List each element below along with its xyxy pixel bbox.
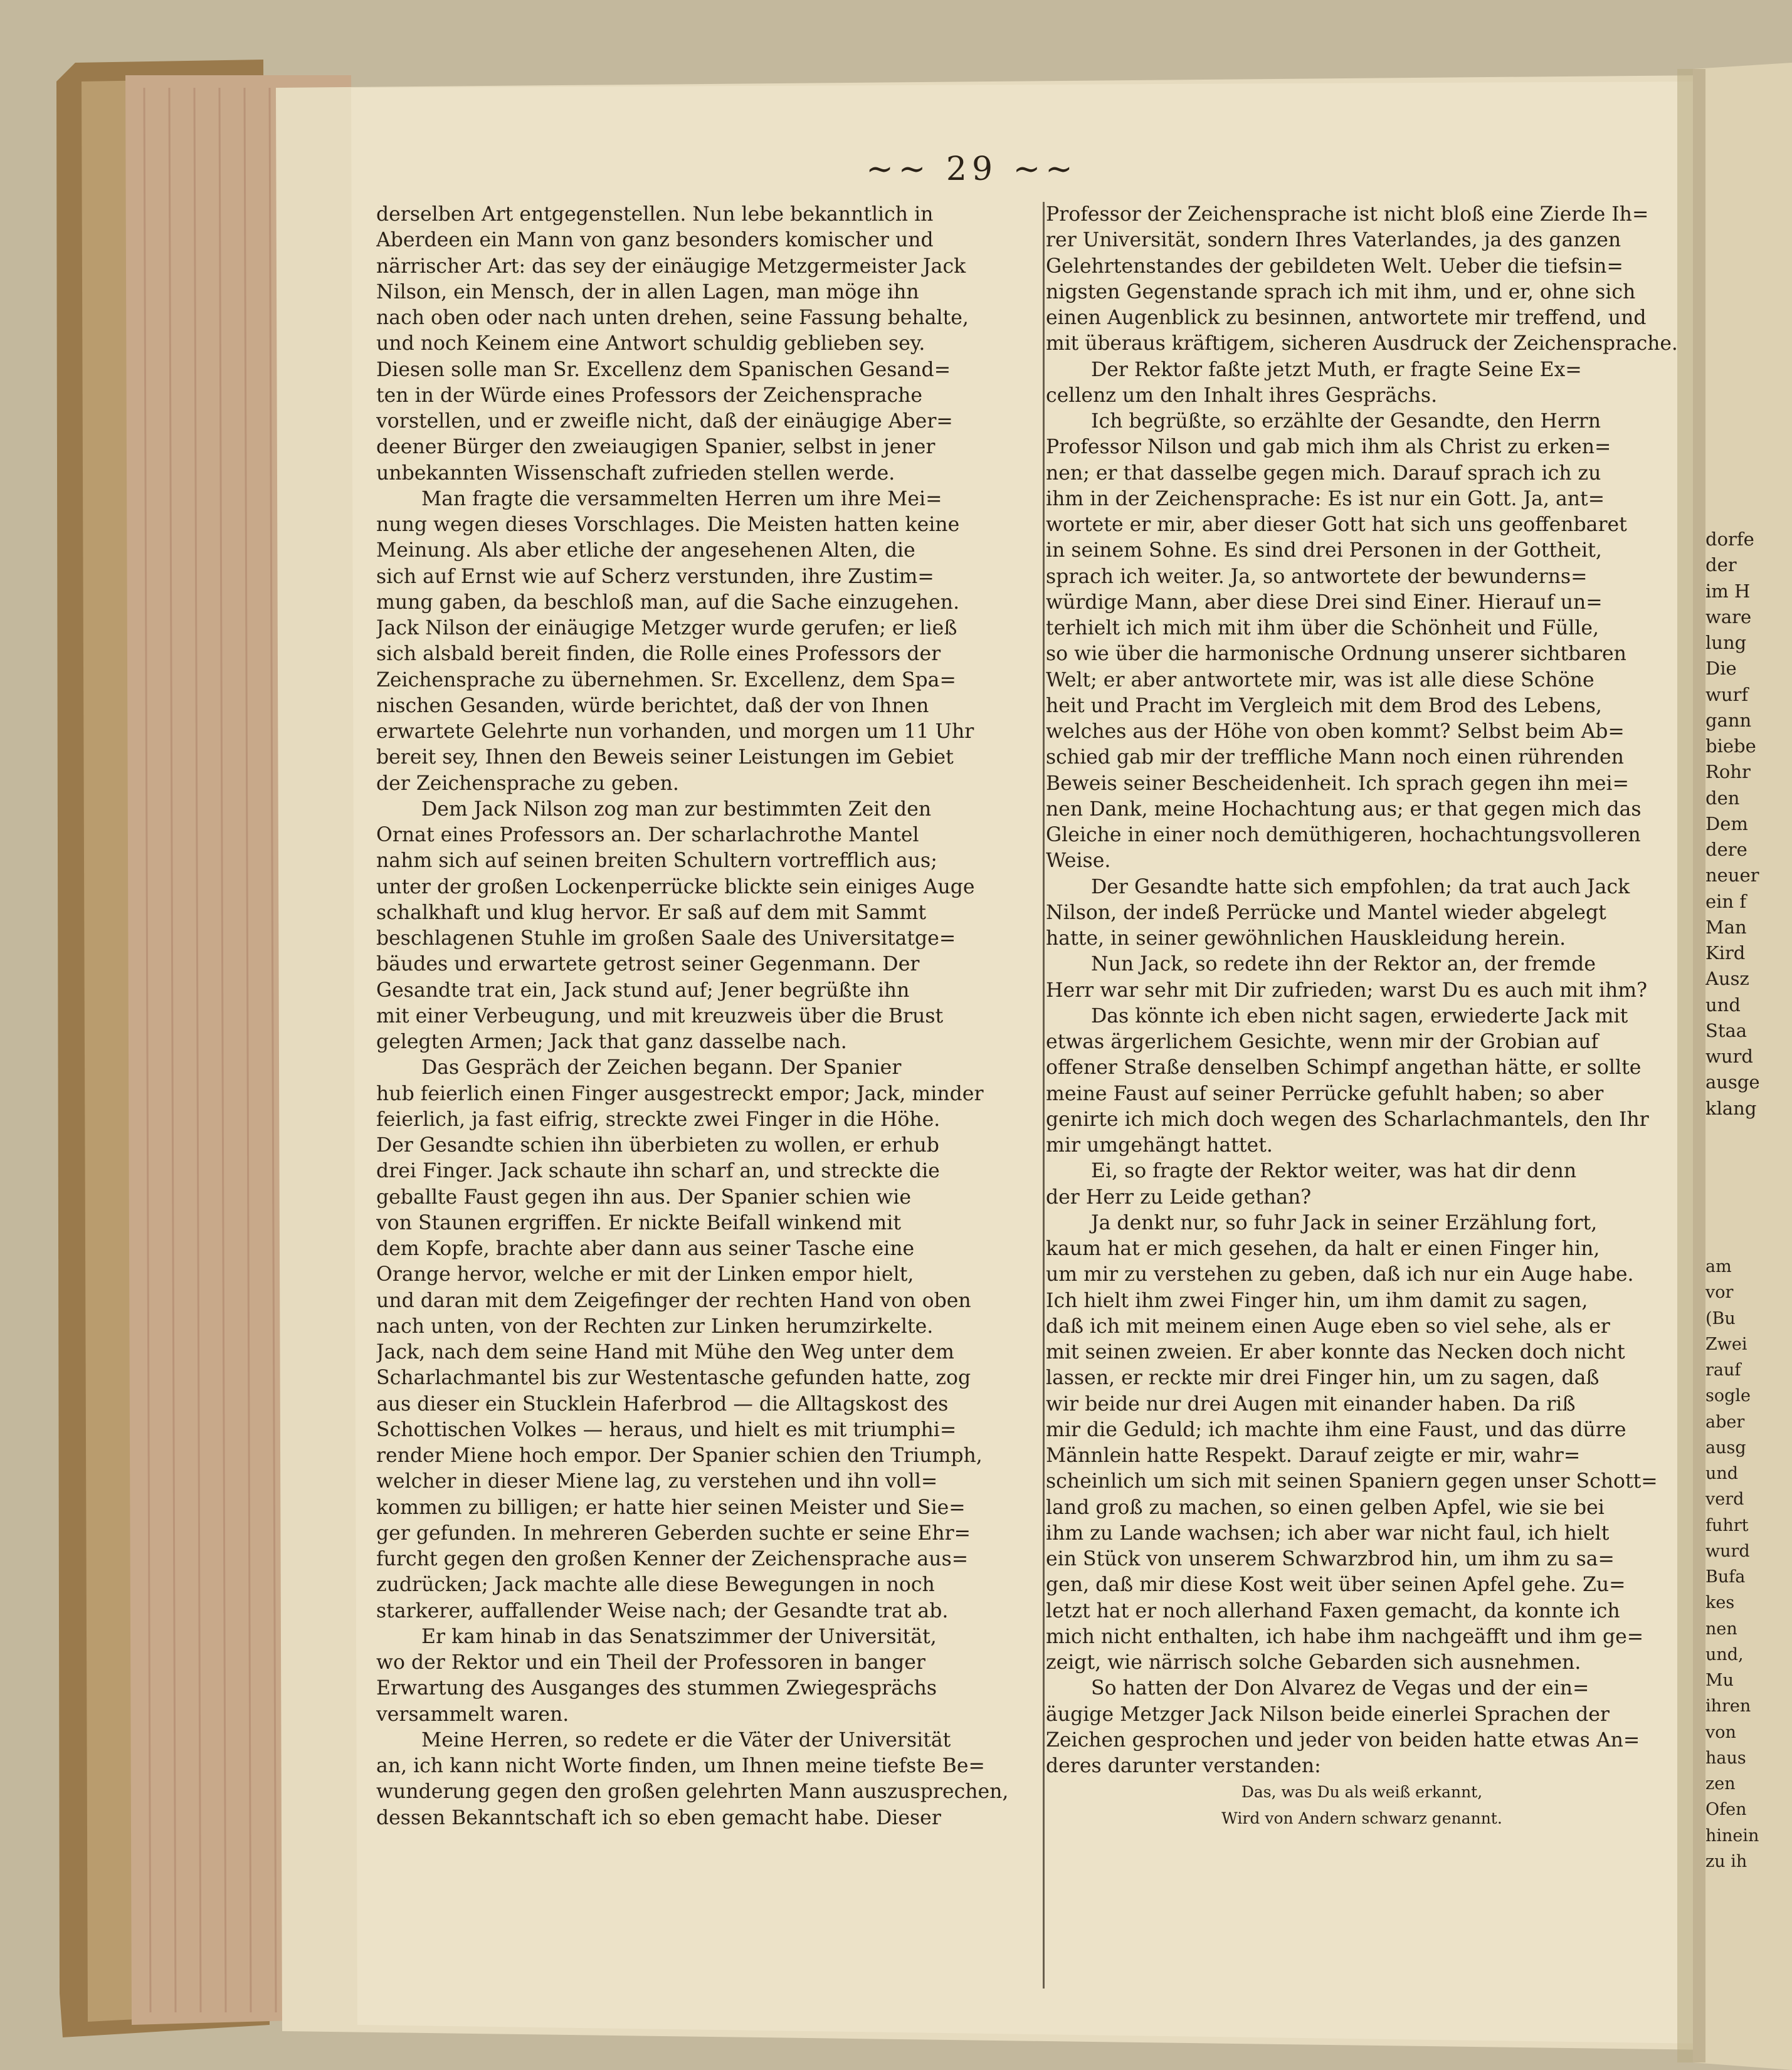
next-page-fragment-lower [1705,1254,1792,1874]
text-line: hinein [1705,1826,1759,1846]
text-line: Gleiche in einer noch demüthigeren, hochachtungsvolleren [1046,824,1641,846]
text-line: lung [1705,632,1747,653]
text-line: wurd [1705,1046,1753,1067]
text-line: nung wegen dieses Vorschlages. Die Meisten hatten keine [376,513,960,536]
text-line: Er kam hinab in das Senatszimmer der Universität, [421,1625,937,1648]
page-number: ~~ 29 ~~ [866,150,1078,188]
text-line: Orange hervor, welche er mit der Linken empor hielt, [376,1263,914,1286]
text-line: Erwartung des Ausganges des stummen Zwiegesprächs [376,1677,937,1700]
text-line: scheinlich um sich mit seinen Spaniern gegen unser Schott= [1046,1470,1658,1493]
text-column-left [376,202,1041,1831]
text-line: Das könnte ich eben nicht sagen, erwiederte Jack mit [1091,1004,1628,1027]
text-line: ein Stück von unserem Schwarzbrod hin, um ihm zu sa= [1046,1548,1615,1570]
text-line: der Herr zu Leide gethan? [1046,1185,1312,1209]
text-line: offener Straße denselben Schimpf angethan hätte, er sollte [1046,1056,1642,1080]
text-line: und, [1705,1644,1744,1664]
text-line: nen [1705,1619,1737,1639]
text-line: hatte, in seiner gewöhnlichen Hauskleidung herein. [1046,927,1566,950]
text-column-right [1046,202,1678,1831]
text-line: deener Bürger den zweiaugigen Spanier, selbst in jener [376,436,936,459]
text-line: wo der Rektor und ein Theil der Professoren in banger [376,1651,925,1674]
text-line: wunderung gegen den großen gelehrten Mann auszusprechen, [376,1780,1009,1804]
text-line: nach oben oder nach unten drehen, seine Fassung behalte, [376,307,969,329]
text-line: haus [1705,1748,1746,1768]
text-line: beschlagenen Stuhle im großen Saale des Universitatge= [376,927,956,950]
text-line: fuhrt [1705,1515,1749,1535]
text-line: Jack, nach dem seine Hand mit Mühe den Weg unter dem [376,1341,954,1363]
text-line: gelegten Armen; Jack that ganz dasselbe nach. [376,1031,847,1053]
text-line: mir die Geduld; ich machte ihm eine Faust, und das dürre [1046,1418,1626,1441]
text-line: terhielt ich mich mit ihm über die Schönheit und Fülle, [1046,617,1600,639]
text-line: Meinung. Als aber etliche der angesehenen Alten, die [376,539,915,562]
text-line: würdige Mann, aber diese Drei sind Einer. Hierauf un= [1046,591,1603,614]
text-line: Dem Jack Nilson zog man zur bestimmten Zeit den [421,797,932,821]
text-line: wortete er mir, aber dieser Gott hat sich uns geoffenbaret [1046,513,1627,536]
text-line: mit einer Verbeugung, und mit kreuzweis über die Brust [376,1004,944,1027]
text-line: render Miene hoch empor. Der Spanier schien den Triumph, [376,1444,983,1467]
text-line: versammelt waren. [376,1703,569,1726]
text-line: rauf [1705,1360,1741,1380]
text-line: und [1705,1464,1739,1483]
text-line: etwas ärgerlichem Gesichte, wenn mir der Grobian auf [1046,1031,1599,1053]
text-line: Ornat eines Professors an. Der scharlachrothe Mantel [376,824,919,846]
text-line: am [1705,1257,1732,1276]
text-line: Gelehrtenstandes der gebildeten Welt. Ueber die tiefsin= [1046,255,1623,278]
text-line: Mu [1705,1671,1734,1690]
text-line: Der Rektor faßte jetzt Muth, er fragte Seine Ex= [1091,358,1582,381]
text-line: mit überaus kräftigem, sicheren Ausdruck der Zeichensprache. [1046,332,1678,355]
text-line: zu ih [1705,1851,1747,1871]
text-line: Scharlachmantel bis zur Westentasche gefunden hatte, zog [376,1367,971,1390]
text-line: dessen Bekanntschaft ich so eben gemacht habe. Dieser [376,1806,941,1829]
text-line: kommen zu billigen; er hatte hier seinen Meister und Sie= [376,1496,966,1519]
text-line: bereit sey, Ihnen den Beweis seiner Leistungen im Gebiet [376,746,954,769]
text-line: Der Gesandte schien ihn überbieten zu wollen, er erhub [376,1134,939,1157]
text-line: drei Finger. Jack schaute ihn scharf an, und streckte die [376,1160,940,1183]
text-line: Welt; er aber antwortete mir, was ist alle diese Schöne [1046,668,1594,691]
text-line: mich nicht enthalten, ich habe ihm nachgeäfft und ihm ge= [1046,1625,1644,1648]
text-line: unbekannten Wissenschaft zufrieden stellen werde. [376,461,895,485]
text-line: biebe [1705,735,1756,757]
text-line: ein f [1705,890,1747,912]
text-line: dorfe [1705,528,1754,550]
text-line: Professor der Zeichensprache ist nicht bloß eine Zierde Ih= [1046,203,1649,226]
text-line: der Zeichensprache zu geben. [376,772,679,795]
text-line: dem Kopfe, brachte aber dann aus seiner Tasche eine [376,1237,915,1260]
text-line: genirte ich mich doch wegen des Scharlachmantels, den Ihr [1046,1108,1649,1131]
text-line: schalkhaft und klug hervor. Er saß auf dem mit Sammt [376,901,927,924]
text-line: zudrücken; Jack machte alle diese Bewegungen in noch [376,1574,935,1597]
text-line: Beweis seiner Bescheidenheit. Ich sprach gegen ihn mei= [1046,772,1629,795]
text-line: der [1705,554,1737,576]
text-line: Die [1705,658,1737,680]
text-line: Jack Nilson der einäugige Metzger wurde gerufen; er ließ [376,617,957,639]
text-line: mit seinen zweien. Er aber konnte das Necken doch nicht [1046,1341,1625,1363]
text-line: geballte Faust gegen ihn aus. Der Spanier schien wie [376,1185,912,1209]
text-line: Ei, so fragte der Rektor weiter, was hat dir denn [1091,1160,1577,1183]
text-line: schied gab mir der treffliche Mann noch einen rührenden [1046,746,1624,769]
text-line: deres darunter verstanden: [1046,1755,1321,1777]
text-line: nigsten Gegenstande sprach ich mit ihm, und er, ohne sich [1046,280,1636,303]
text-line: Herr war sehr mit Dir zufrieden; warst Du es auch mit ihm? [1046,979,1648,1002]
text-line: unter der großen Lockenperrücke blickte sein einiges Auge [376,875,975,898]
text-line: Nilson, ein Mensch, der in allen Lagen, man möge ihn [376,280,919,303]
text-line: ware [1705,606,1752,628]
text-line: um mir zu verstehen zu geben, daß ich nur ein Auge habe. [1046,1263,1634,1286]
text-line: sich alsbald bereit finden, die Rolle eines Professors der [376,643,941,666]
text-line: sogle [1705,1386,1751,1406]
text-line: Rohr [1705,761,1751,783]
text-line: Ich hielt ihm zwei Finger hin, um ihm damit zu sagen, [1046,1289,1588,1312]
text-line: zen [1705,1774,1736,1794]
text-line: feierlich, ja fast eifrig, streckte zwei Finger in die Höhe. [376,1108,941,1131]
text-line: in seinem Sohne. Es sind drei Personen in der Gottheit, [1046,539,1602,562]
text-line: Staa [1705,1019,1747,1041]
text-line: verd [1705,1489,1744,1510]
text-line: So hatten der Don Alvarez de Vegas und der ein= [1091,1677,1589,1700]
column-divider [1043,202,1045,1989]
text-line: Gesandte trat ein, Jack stund auf; Jener begrüßte ihn [376,979,910,1002]
next-page-fragment-upper [1705,527,1792,1122]
text-line: furcht gegen den großen Kenner der Zeichensprache aus= [376,1548,969,1570]
text-line: so wie über die harmonische Ordnung unserer sichtbaren [1046,643,1626,666]
text-line: Diesen solle man Sr. Excellenz dem Spanischen Gesand= [376,358,951,381]
text-line: wir beide nur drei Augen mit einander haben. Da riß [1046,1392,1576,1416]
text-line: ger gefunden. In mehreren Geberden suchte er seine Ehr= [376,1521,971,1545]
text-line: sich auf Ernst wie auf Scherz verstunden, ihre Zustim= [376,565,934,588]
text-line: den [1705,787,1740,809]
text-line: Schottischen Volkes — heraus, und hielt es mit triumphi= [376,1418,957,1441]
text-line: Zeichen gesprochen und jeder von beiden hatte etwas An= [1046,1728,1640,1752]
text-line: kaum hat er mich gesehen, da halt er einen Finger hin, [1046,1237,1600,1260]
text-line: mir umgehängt hattet. [1046,1134,1273,1157]
text-line: erwartete Gelehrte nun vorhanden, und morgen um 11 Uhr [376,720,974,743]
text-line: Kird [1705,942,1746,964]
text-line: heit und Pracht im Vergleich mit dem Brod des Lebens, [1046,694,1602,717]
text-line: gann [1705,709,1752,731]
text-line: rer Universität, sondern Ihres Vaterlandes, ja des ganzen [1046,229,1621,252]
text-line: Bufa [1705,1567,1746,1587]
text-line: vorstellen, und er zweifle nicht, daß der einäugige Aber= [376,410,953,433]
text-line: Weise. [1046,849,1111,873]
text-line: letzt hat er noch allerhand Faxen gemacht, da konnte ich [1046,1599,1620,1622]
text-line: neuer [1705,864,1759,886]
text-line: dere [1705,839,1747,860]
text-line: bäudes und erwartete getrost seiner Gegenmann. Der [376,953,920,976]
text-line: welches aus der Höhe von oben kommt? Selbst beim Ab= [1046,720,1625,743]
text-line: nahm sich auf seinen breiten Schultern vortrefflich aus; [376,849,937,873]
text-line: (Bu [1705,1308,1736,1328]
text-line: sprach ich weiter. Ja, so antwortete der bewunderns= [1046,565,1588,588]
text-line: nen Dank, meine Hochachtung aus; er that gegen mich das [1046,797,1642,821]
text-line: hub feierlich einen Finger ausgestreckt empor; Jack, minder [376,1082,984,1105]
text-line: von [1705,1722,1736,1742]
text-line: Nilson, der indeß Perrücke und Mantel wieder abgelegt [1046,901,1606,924]
text-line: Man [1705,916,1747,938]
text-line: wurf [1705,683,1749,705]
text-line: Das Gespräch der Zeichen begann. Der Spanier [421,1056,902,1080]
text-line: Ausz [1705,968,1749,990]
text-line: Ofen [1705,1800,1747,1820]
verse-line: Wird von Andern schwarz genannt. [1221,1809,1502,1827]
text-line: von Staunen ergriffen. Er nickte Beifall winkend mit [376,1211,901,1234]
text-line: im H [1705,580,1751,602]
text-line: Männlein hatte Respekt. Darauf zeigte er mir, wahr= [1046,1444,1581,1467]
text-line: derselben Art entgegenstellen. Nun lebe bekanntlich in [376,203,934,226]
text-line: ausg [1705,1437,1746,1458]
text-line: Zwei [1705,1334,1747,1354]
text-line: cellenz um den Inhalt ihres Gesprächs. [1046,384,1438,407]
text-line: Ja denkt nur, so fuhr Jack in seiner Erzählung fort, [1091,1211,1598,1234]
text-line: land groß zu machen, so einen gelben Apfel, wie sie bei [1046,1496,1605,1519]
text-line: aus dieser ein Stucklein Haferbrod — die Alltagskost des [376,1392,949,1416]
text-line: aber [1705,1412,1745,1432]
text-line: meine Faust auf seiner Perrücke gefuhlt haben; so aber [1046,1082,1604,1105]
text-line: nach unten, von der Rechten zur Linken herumzirkelte. [376,1315,934,1338]
text-line: nischen Gesanden, würde berichtet, daß der von Ihnen [376,694,929,717]
text-line: Der Gesandte hatte sich empfohlen; da trat auch Jack [1091,875,1630,898]
text-line: welcher in dieser Miene lag, zu verstehen und ihn voll= [376,1470,938,1493]
text-line: einen Augenblick zu besinnen, antwortete mir treffend, und [1046,307,1647,329]
text-line: gen, daß mir diese Kost weit über seinen Apfel gehe. Zu= [1046,1574,1626,1597]
text-line: und daran mit dem Zeigefinger der rechten Hand von oben [376,1289,971,1312]
text-line: starkerer, auffallender Weise nach; der Gesandte trat ab. [376,1599,949,1622]
text-line: ausge [1705,1071,1760,1093]
text-line: Ich begrüßte, so erzählte der Gesandte, den Herrn [1091,410,1601,433]
text-line: kes [1705,1593,1735,1613]
text-line: äugige Metzger Jack Nilson beide einerlei Sprachen der [1046,1703,1610,1726]
text-line: daß ich mit meinem einen Auge eben so viel sehe, als er [1046,1315,1610,1338]
text-line: nen; er that dasselbe gegen mich. Darauf sprach ich zu [1046,461,1601,485]
text-line: Zeichensprache zu übernehmen. Sr. Excellenz, dem Spa= [376,668,956,691]
text-line: ihm zu Lande wachsen; ich aber war nicht faul, ich hielt [1046,1521,1610,1545]
verse-line: Das, was Du als weiß erkannt, [1241,1783,1483,1802]
text-line: Nun Jack, so redete ihn der Rektor an, der fremde [1091,953,1596,976]
text-line: und [1705,994,1741,1016]
text-line: klang [1705,1097,1757,1119]
text-line: närrischer Art: das sey der einäugige Metzgermeister Jack [376,255,966,278]
text-line: Dem [1705,812,1748,834]
text-line: Meine Herren, so redete er die Väter der Universität [421,1728,951,1752]
text-line: ihm in der Zeichensprache: Es ist nur ein Gott. Ja, ant= [1046,487,1605,510]
text-line: zeigt, wie närrisch solche Gebarden sich ausnehmen. [1046,1651,1581,1674]
text-line: mung gaben, da beschloß man, auf die Sache einzugehen. [376,591,960,614]
text-line: und noch Keinem eine Antwort schuldig geblieben sey. [376,332,925,355]
text-line: Aberdeen ein Mann von ganz besonders komischer und [376,229,934,252]
text-line: Man fragte die versammelten Herren um ihre Mei= [421,487,942,510]
text-line: ten in der Würde eines Professors der Zeichensprache [376,384,923,407]
text-line: Professor Nilson und gab mich ihm als Christ zu erken= [1046,436,1611,459]
text-line: vor [1705,1283,1734,1303]
text-line: wurd [1705,1541,1750,1561]
text-line: lassen, er reckte mir drei Finger hin, um zu sagen, daß [1046,1367,1600,1390]
text-line: ihren [1705,1696,1751,1716]
text-line: an, ich kann nicht Worte finden, um Ihnen meine tiefste Be= [376,1755,985,1777]
